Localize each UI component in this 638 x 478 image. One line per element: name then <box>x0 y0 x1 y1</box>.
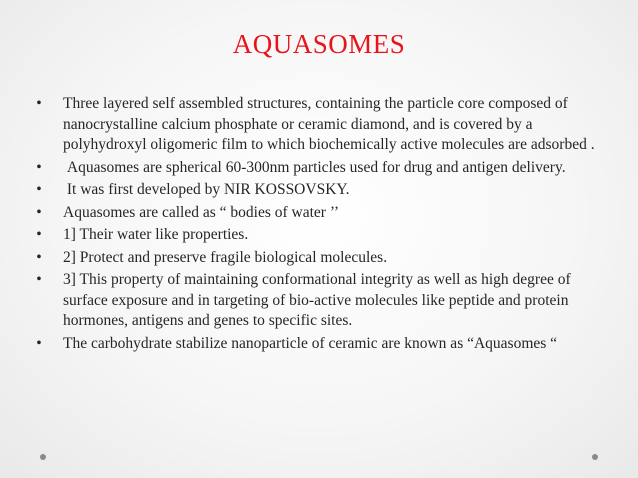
bullet-text: The carbohydrate stabilize nanoparticle of ceramic are known as “Aquasomes “ <box>63 334 558 352</box>
bullet-dot-icon: • <box>36 95 42 112</box>
bullet-item <box>32 203 616 224</box>
bullet-text: Aquasomes are spherical 60-300nm particles used for drug and antigen delivery. <box>63 158 566 176</box>
bullet-dot-icon: • <box>36 226 42 243</box>
bullet-item <box>32 158 616 179</box>
bullet-list <box>32 94 616 356</box>
bullet-dot-icon: • <box>36 248 42 266</box>
bullet-item <box>32 248 616 269</box>
decorative-dot-icon <box>40 454 46 460</box>
bullet-dot-icon: • <box>36 271 42 288</box>
decorative-dot-icon <box>592 454 598 460</box>
bullet-dot-icon: • <box>36 158 42 176</box>
slide-title: AQUASOMES <box>232 29 406 59</box>
bullet-text: Aquasomes are called as “ bodies of water ’’ <box>63 203 340 221</box>
bullet-item <box>32 225 616 246</box>
bullet-dot-icon: • <box>36 334 42 352</box>
bullet-text: It was first developed by NIR KOSSOVSKY. <box>63 181 350 198</box>
bullet-text: 2] Protect and preserve fragile biological molecules. <box>63 248 388 266</box>
bullet-dot-icon: • <box>36 203 42 221</box>
bullet-dot-icon: • <box>36 181 42 198</box>
bullet-item <box>32 180 616 201</box>
bullet-text: Three layered self assembled structures, containing the particle core composed of nanocrystalline calcium phosphate or ceramic diamond, and is covered by a polyhydroxyl oligomeric film to which biochemically active molecules are adsorbed . <box>63 95 595 153</box>
bullet-text: 3] This property of maintaining conformational integrity as well as high degree of surface exposure and in targeting of bio-active molecules like peptide and protein hormones, antigens and genes to specific sites. <box>63 271 571 329</box>
bullet-item <box>32 334 616 355</box>
bullet-text: 1] Their water like properties. <box>63 226 249 243</box>
bullet-item <box>32 270 616 332</box>
bullet-item <box>32 94 616 156</box>
